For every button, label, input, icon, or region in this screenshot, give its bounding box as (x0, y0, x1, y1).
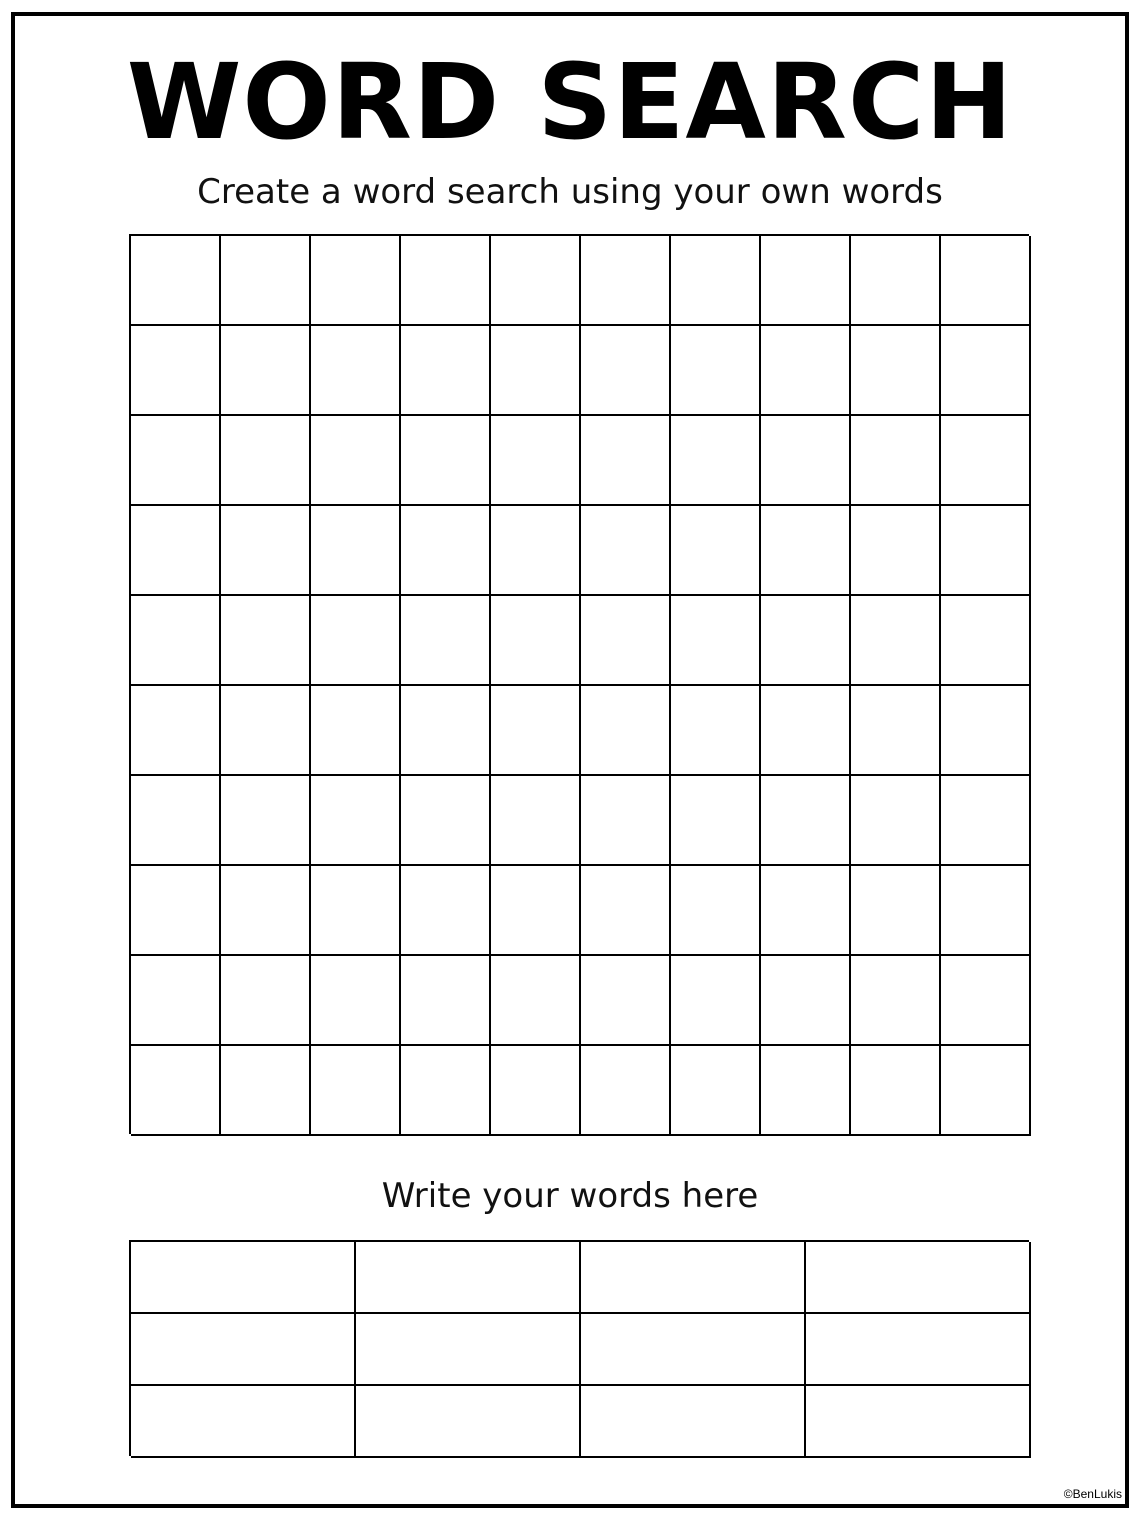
grid-cell[interactable] (311, 866, 401, 956)
grid-cell[interactable] (221, 1046, 311, 1136)
grid-cell[interactable] (401, 776, 491, 866)
word-entry-cell[interactable] (581, 1314, 806, 1386)
grid-cell[interactable] (851, 776, 941, 866)
grid-cell[interactable] (671, 776, 761, 866)
grid-cell[interactable] (941, 326, 1031, 416)
grid-cell[interactable] (491, 416, 581, 506)
grid-cell[interactable] (491, 686, 581, 776)
grid-cell[interactable] (941, 596, 1031, 686)
grid-cell[interactable] (311, 236, 401, 326)
grid-cell[interactable] (941, 236, 1031, 326)
grid-cell[interactable] (401, 236, 491, 326)
grid-cell[interactable] (311, 1046, 401, 1136)
grid-cell[interactable] (581, 956, 671, 1046)
grid-cell[interactable] (401, 1046, 491, 1136)
grid-cell[interactable] (761, 416, 851, 506)
word-entry-cell[interactable] (356, 1314, 581, 1386)
copyright-text: ©BenLukis (1063, 1487, 1122, 1501)
grid-cell[interactable] (581, 236, 671, 326)
word-entry-cell[interactable] (806, 1242, 1031, 1314)
word-search-grid (129, 234, 1029, 1134)
grid-cell[interactable] (221, 326, 311, 416)
grid-cell[interactable] (311, 776, 401, 866)
grid-cell[interactable] (131, 506, 221, 596)
word-entry-cell[interactable] (356, 1242, 581, 1314)
grid-cell[interactable] (671, 956, 761, 1046)
grid-cell[interactable] (491, 776, 581, 866)
page-title: WORD SEARCH (126, 41, 1014, 163)
grid-cell[interactable] (761, 236, 851, 326)
grid-cell[interactable] (131, 1046, 221, 1136)
grid-cell[interactable] (941, 506, 1031, 596)
word-entry-cell[interactable] (581, 1386, 806, 1458)
grid-cell[interactable] (941, 416, 1031, 506)
grid-cell[interactable] (941, 956, 1031, 1046)
grid-cell[interactable] (311, 326, 401, 416)
grid-cell[interactable] (671, 236, 761, 326)
words-heading: Write your words here (381, 1176, 759, 1216)
grid-cell[interactable] (581, 776, 671, 866)
grid-cell[interactable] (941, 866, 1031, 956)
grid-cell[interactable] (131, 866, 221, 956)
grid-cell[interactable] (491, 866, 581, 956)
word-entry-cell[interactable] (356, 1386, 581, 1458)
grid-cell[interactable] (581, 416, 671, 506)
grid-cell[interactable] (491, 596, 581, 686)
grid-cell[interactable] (941, 686, 1031, 776)
grid-cell[interactable] (221, 506, 311, 596)
grid-cell[interactable] (671, 596, 761, 686)
grid-cell[interactable] (491, 326, 581, 416)
page-subtitle: Create a word search using your own words (197, 172, 943, 212)
grid-cell[interactable] (581, 596, 671, 686)
grid-cell[interactable] (851, 1046, 941, 1136)
grid-cell[interactable] (131, 236, 221, 326)
grid-cell[interactable] (491, 1046, 581, 1136)
grid-cell[interactable] (761, 866, 851, 956)
grid-cell[interactable] (851, 326, 941, 416)
grid-cell[interactable] (491, 956, 581, 1046)
word-entry-cell[interactable] (806, 1386, 1031, 1458)
grid-cell[interactable] (221, 866, 311, 956)
grid-cell[interactable] (851, 956, 941, 1046)
grid-cell[interactable] (581, 326, 671, 416)
grid-cell[interactable] (131, 596, 221, 686)
word-entry-cell[interactable] (131, 1314, 356, 1386)
grid-cell[interactable] (131, 686, 221, 776)
grid-cell[interactable] (221, 686, 311, 776)
grid-cell[interactable] (221, 596, 311, 686)
grid-cell[interactable] (401, 956, 491, 1046)
grid-cell[interactable] (671, 506, 761, 596)
grid-cell[interactable] (311, 956, 401, 1046)
grid-cell[interactable] (761, 686, 851, 776)
grid-cell[interactable] (221, 776, 311, 866)
grid-cell[interactable] (671, 1046, 761, 1136)
grid-cell[interactable] (401, 506, 491, 596)
word-list-table (129, 1240, 1029, 1456)
grid-cell[interactable] (761, 596, 851, 686)
grid-cell[interactable] (131, 416, 221, 506)
grid-cell[interactable] (131, 776, 221, 866)
grid-cell[interactable] (311, 596, 401, 686)
grid-cell[interactable] (851, 236, 941, 326)
grid-cell[interactable] (851, 416, 941, 506)
grid-cell[interactable] (671, 326, 761, 416)
grid-cell[interactable] (671, 686, 761, 776)
grid-cell[interactable] (131, 956, 221, 1046)
grid-cell[interactable] (491, 236, 581, 326)
grid-cell[interactable] (761, 506, 851, 596)
grid-cell[interactable] (221, 416, 311, 506)
grid-cell[interactable] (581, 866, 671, 956)
grid-cell[interactable] (671, 866, 761, 956)
grid-cell[interactable] (851, 686, 941, 776)
grid-cell[interactable] (581, 686, 671, 776)
word-entry-cell[interactable] (581, 1242, 806, 1314)
grid-cell[interactable] (581, 506, 671, 596)
grid-cell[interactable] (401, 596, 491, 686)
grid-cell[interactable] (311, 686, 401, 776)
grid-cell[interactable] (401, 416, 491, 506)
grid-cell[interactable] (311, 506, 401, 596)
word-entry-cell[interactable] (131, 1386, 356, 1458)
grid-cell[interactable] (851, 866, 941, 956)
grid-cell[interactable] (491, 506, 581, 596)
grid-cell[interactable] (401, 686, 491, 776)
grid-cell[interactable] (311, 416, 401, 506)
grid-cell[interactable] (761, 956, 851, 1046)
grid-cell[interactable] (401, 326, 491, 416)
grid-cell[interactable] (761, 1046, 851, 1136)
grid-cell[interactable] (131, 326, 221, 416)
grid-cell[interactable] (221, 236, 311, 326)
word-entry-cell[interactable] (806, 1314, 1031, 1386)
grid-cell[interactable] (941, 776, 1031, 866)
grid-cell[interactable] (761, 326, 851, 416)
word-entry-cell[interactable] (131, 1242, 356, 1314)
grid-cell[interactable] (761, 776, 851, 866)
grid-cell[interactable] (851, 596, 941, 686)
grid-cell[interactable] (671, 416, 761, 506)
grid-cell[interactable] (581, 1046, 671, 1136)
grid-cell[interactable] (941, 1046, 1031, 1136)
grid-cell[interactable] (221, 956, 311, 1046)
grid-cell[interactable] (401, 866, 491, 956)
grid-cell[interactable] (851, 506, 941, 596)
